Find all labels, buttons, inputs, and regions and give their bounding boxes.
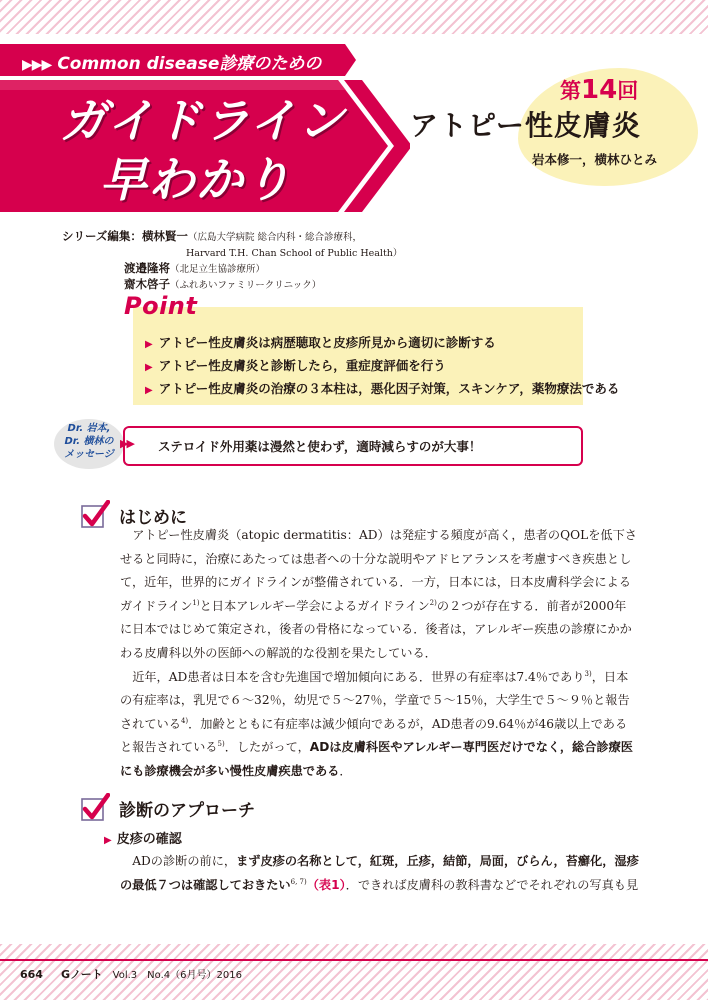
checkbox-checked-icon	[80, 793, 110, 823]
series-name-line1: ガイドライン	[60, 94, 346, 149]
series-title: ▶▶▶ Common disease診療のための	[22, 54, 322, 74]
table-1-link[interactable]: （表1）	[306, 877, 346, 892]
section-heading: 診断のアプローチ	[119, 801, 255, 821]
editor-row: Harvard T.H. Chan School of Public Health）	[186, 248, 403, 259]
page-number: 664	[20, 968, 43, 981]
triangle-bullet-icon: ▶	[145, 385, 153, 396]
triangle-bullet-icon: ▶	[145, 362, 153, 373]
subsection-heading: ▶ 皮疹の確認	[104, 832, 182, 847]
point-label: Point	[124, 292, 198, 320]
triple-triangle-icon: ▶▶▶	[22, 57, 52, 73]
footer-rule	[0, 959, 708, 961]
double-triangle-icon: ▶▶	[120, 437, 133, 450]
editor-row: 渡邉隆将（北足立生協診療所）	[124, 261, 266, 275]
editor-row: 齋木啓子（ふれあいファミリークリニック）	[124, 277, 322, 291]
doctor-message-bubble: Dr. 岩本, Dr. 横林の メッセージ	[58, 422, 120, 462]
checkbox-checked-icon	[80, 500, 110, 530]
article-authors: 岩本修一，横林ひとみ	[532, 152, 658, 167]
series-name-line2: 早わかり	[100, 153, 292, 208]
point-item: ▶ アトピー性皮膚炎と診断したら，重症度評価を行う	[145, 358, 446, 373]
section-heading: はじめに	[119, 508, 187, 528]
article-title: アトピー性皮膚炎	[410, 109, 641, 142]
episode-label: 第14回	[560, 75, 639, 105]
page-footer	[20, 966, 242, 982]
diagnosis-body: ADの診断の前に，まず皮疹の名称として，紅斑，丘疹，結節，局面，びらん，苔癬化，湿疹 の最低７つは確認しておきたい$^{6, 7)}$（表1）．できれば皮膚科の教科書などでそれぞれの写真も見	[120, 854, 639, 892]
doctor-message-text: ステロイド外用薬は漫然と使わず，適時減らすのが大事！	[158, 439, 482, 454]
editor-row: シリーズ編集：横林賢一（広島大学病院 総合内科・総合診療科，	[62, 229, 362, 243]
triangle-bullet-icon: ▶	[104, 835, 112, 846]
series-editors	[62, 228, 402, 292]
intro-body: アトピー性皮膚炎（atopic dermatitis：AD）は発症する頻度が高く，患者のQOLを低下さ せると同時に，治療にあたっては患者への十分な説明やアドヒアランスを考慮すべき疾患とし て，近年，世界的にガイドラインが整備されている．一方，日本には，日本皮膚科学会による ガイドライン$^{1)}$と日本アレルギー学会によるガイドライン$^{2)}$の２つが存在する．前者が2000年 に日本ではじめて策定され，後者の骨格になっている．後者は，アレルギー疾患の診療にかか わる皮膚科以外の医師への解説的な役割を果たしている． 近年，AD患者は日本を含む先進国で増加傾向にある．世界の有症率は7.4％であり$^{3)}$，日本 の有症率は，乳児で６～32％，幼児で５～27％，学童で５～15％，大学生で５～９％と報告 されている$^{4)}$．加齢とともに有症率は減少傾向であるが，AD患者の9.64％が46歳以上である と報告されている$^{5)}$．したがって，ADは皮膚科医やアレルギー専門医だけでなく，総合診療医 にも診療機会が多い慢性皮膚疾患である．	[120, 528, 637, 778]
point-list	[145, 333, 619, 402]
triangle-bullet-icon: ▶	[145, 339, 153, 350]
journal-name: Gノート	[60, 968, 103, 981]
top-stripe-band	[0, 0, 708, 34]
point-item: ▶ アトピー性皮膚炎は病歴聴取と皮疹所見から適切に診断する	[145, 335, 496, 350]
point-item: ▶ アトピー性皮膚炎の治療の３本柱は，悪化因子対策，スキンケア，薬物療法である	[145, 381, 620, 396]
issue-info: Vol.3 No.4（6月号）2016	[112, 970, 242, 981]
